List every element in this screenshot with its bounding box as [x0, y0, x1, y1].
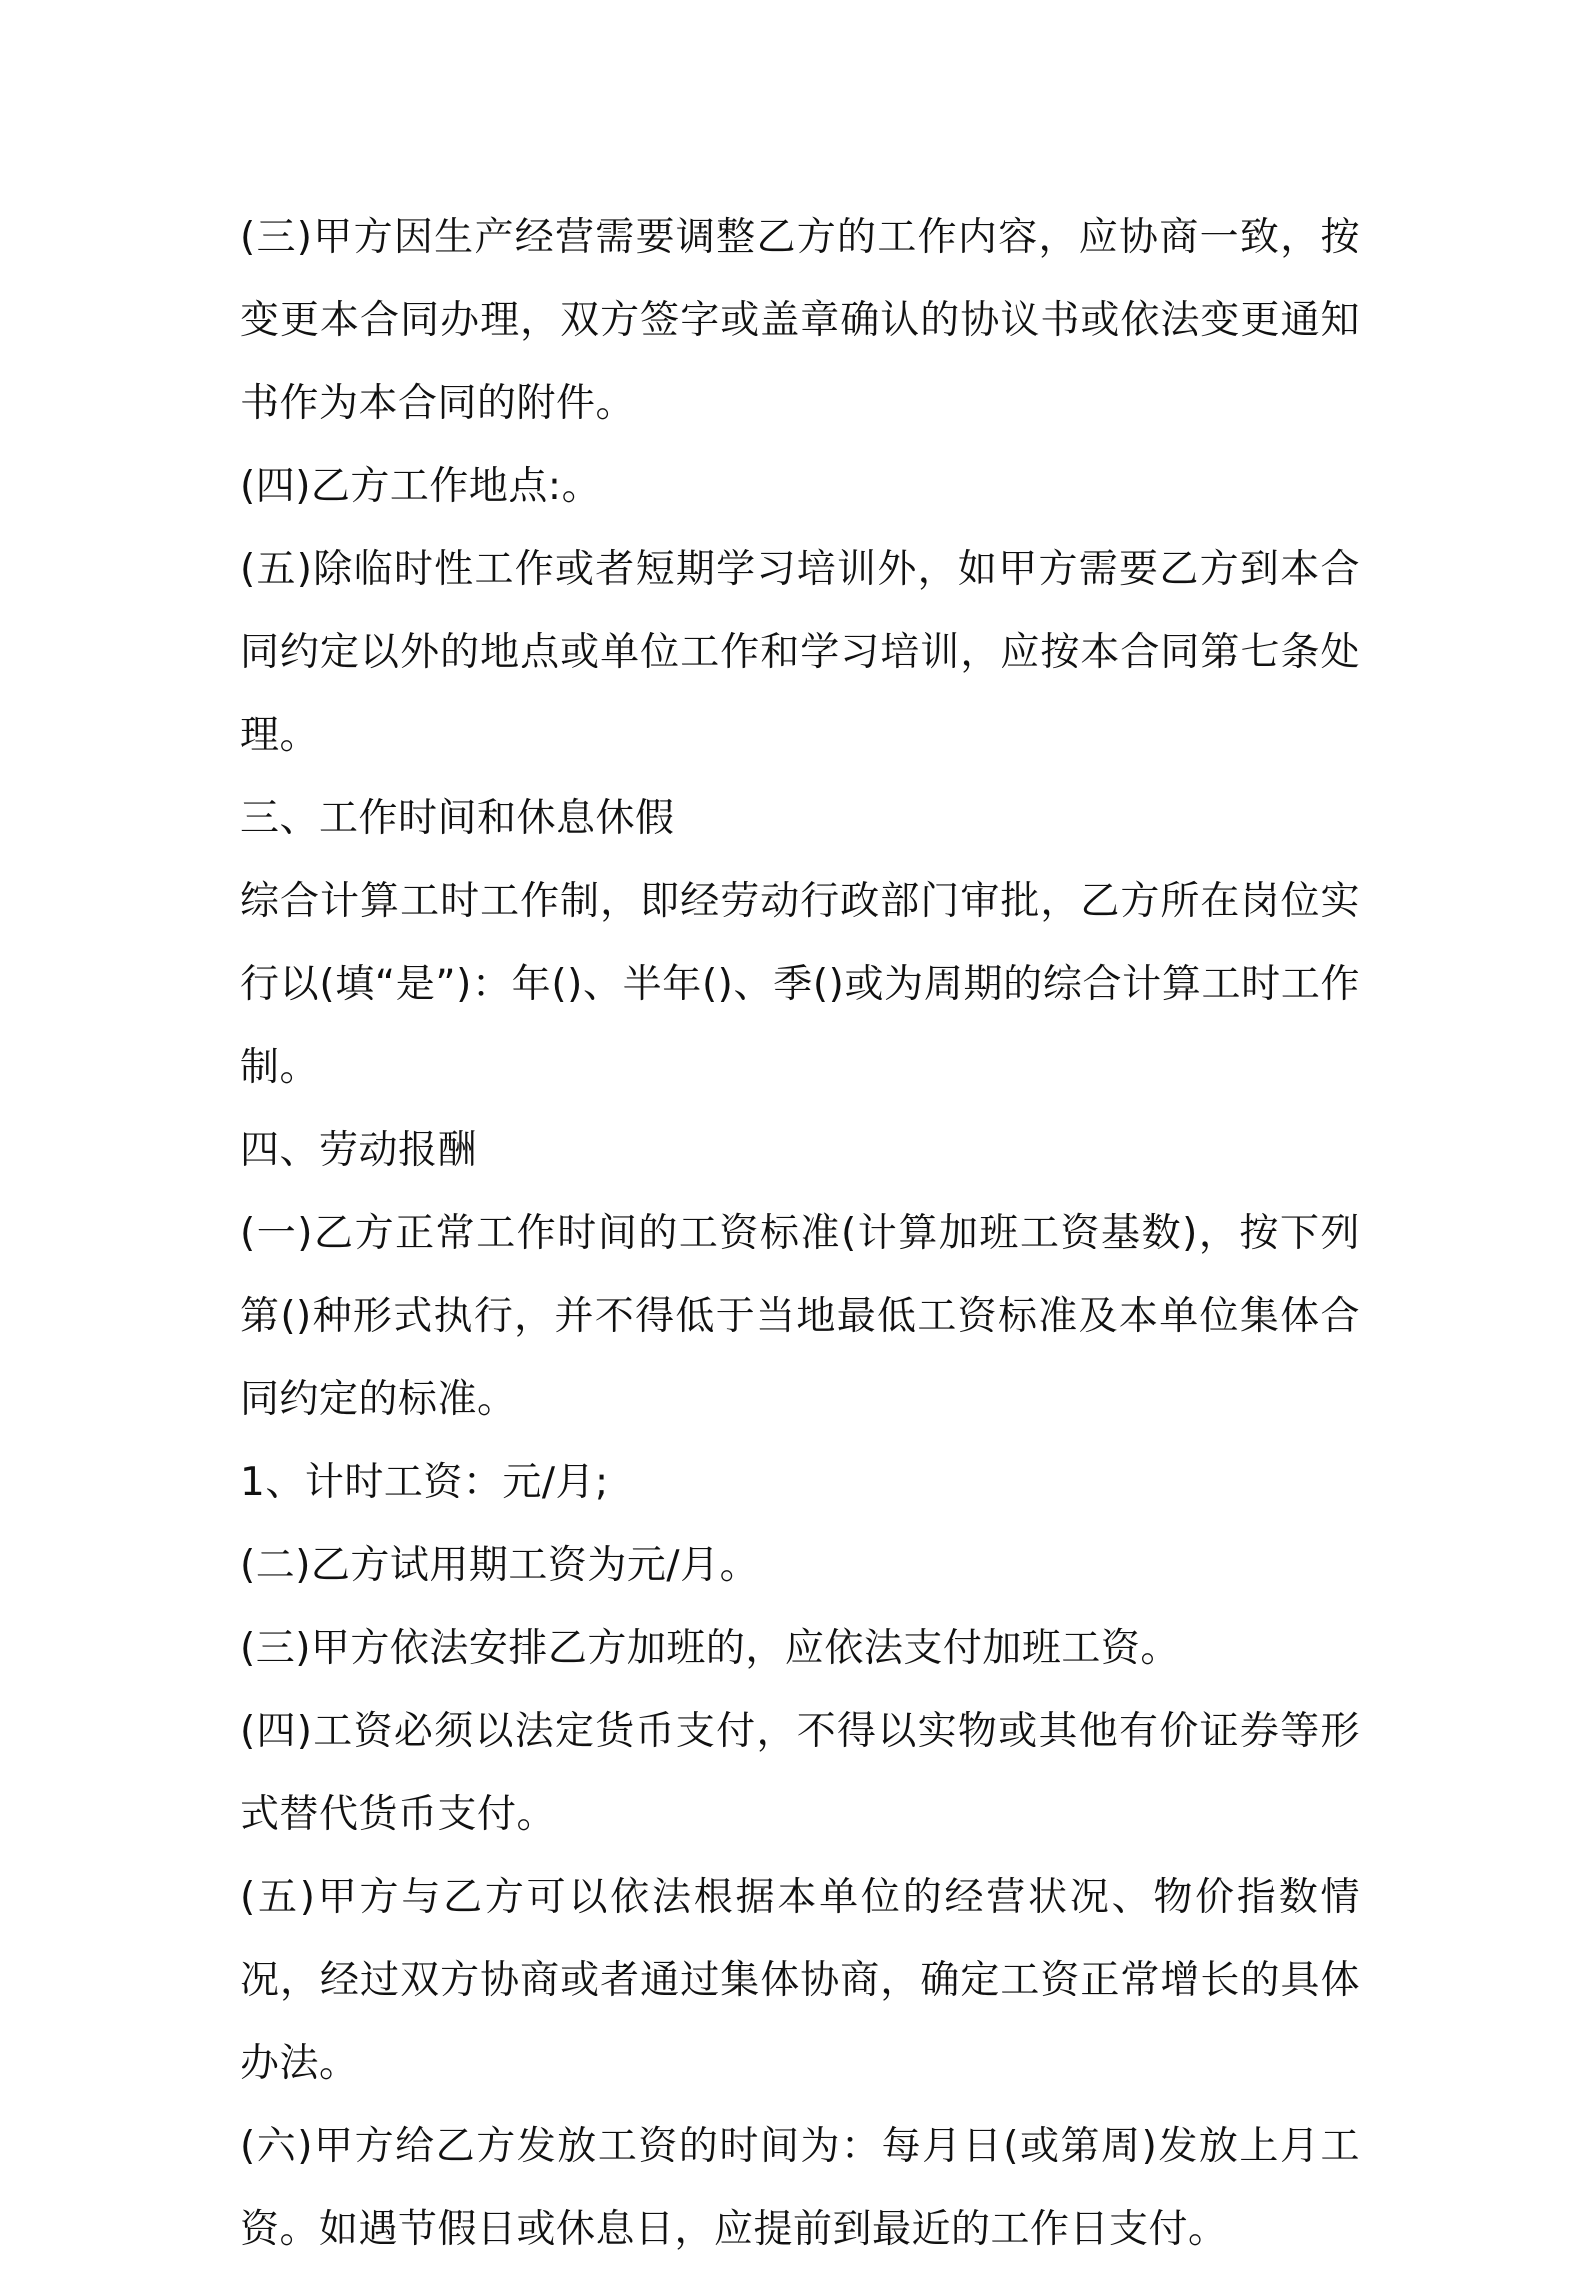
- paragraph-hourly-wage: 1、计时工资：元/月;: [240, 1460, 609, 1505]
- paragraph-legal-currency: (四)工资必须以法定货币支付，不得以实物或其他有价证券等形式替代货币支付。: [240, 1709, 1360, 1837]
- paragraph-wage-growth: (五)甲方与乙方可以依法根据本单位的经营状况、物价指数情况，经过双方协商或者通过集体协商，确定工资正常增长的具体办法。: [240, 1875, 1360, 2086]
- paragraph-probation-wage: (二)乙方试用期工资为元/月。: [240, 1543, 760, 1588]
- paragraph-offsite-work: (五)除临时性工作或者短期学习培训外，如甲方需要乙方到本合同约定以外的地点或单位工作和学习培训，应按本合同第七条处理。: [240, 547, 1360, 758]
- paragraph-overtime-pay: (三)甲方依法安排乙方加班的，应依法支付加班工资。: [240, 1626, 1180, 1671]
- paragraph-payment-date: (六)甲方给乙方发放工资的时间为：每月日(或第周)发放上月工资。如遇节假日或休息日，应提前到最近的工作日支付。: [240, 2124, 1360, 2252]
- section-heading-working-hours: 三、工作时间和休息休假: [240, 796, 675, 841]
- document-body: [240, 196, 1360, 2271]
- section-heading-remuneration: 四、劳动报酬: [240, 1128, 478, 1173]
- paragraph-comprehensive-hours: 综合计算工时工作制，即经劳动行政部门审批，乙方所在岗位实行以(填“是”)：年()、半年()、季()或为周期的综合计算工时工作制。: [240, 879, 1360, 1090]
- paragraph-wage-standard: (一)乙方正常工作时间的工资标准(计算加班工资基数)，按下列第()种形式执行，并不得低于当地最低工资标准及本单位集体合同约定的标准。: [240, 1211, 1360, 1422]
- paragraph-work-location: (四)乙方工作地点:。: [240, 464, 602, 509]
- paragraph-change-work-content: (三)甲方因生产经营需要调整乙方的工作内容，应协商一致，按变更本合同办理，双方签字或盖章确认的协议书或依法变更通知书作为本合同的附件。: [240, 215, 1360, 426]
